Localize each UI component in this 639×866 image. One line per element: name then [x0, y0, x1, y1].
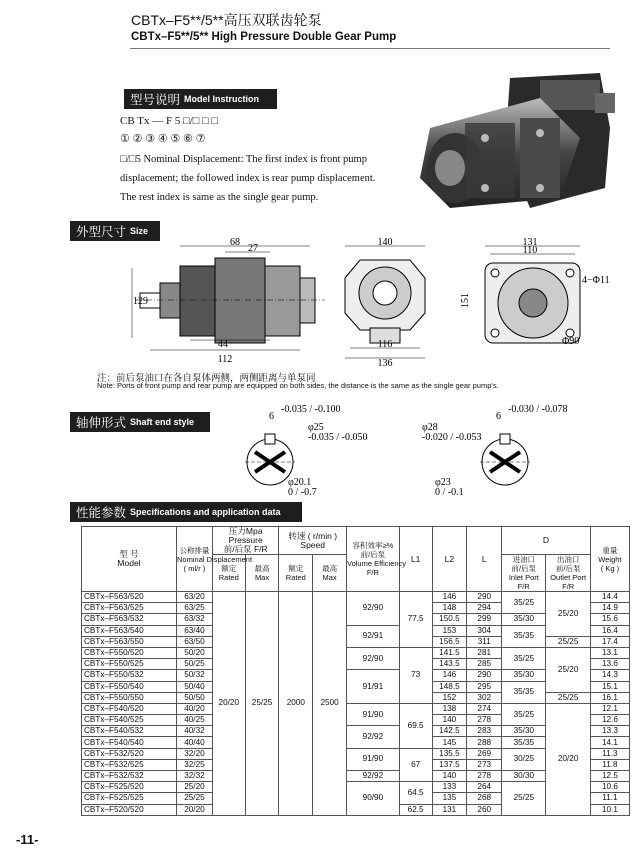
th-pressure: 压力Mpa Pressure 前/后泵 F/R — [212, 527, 279, 555]
table-cell: 146 — [432, 670, 467, 681]
th-speed: 转速 ( r/min ) Speed — [279, 527, 347, 555]
table-cell: 25/25 — [177, 793, 213, 804]
model-code-index: ① ② ③ ④ ⑤ ⑥ ⑦ — [120, 133, 206, 145]
shaft-right-dia-tol: -0.020 / -0.053 — [422, 432, 482, 443]
table-cell: CBTx–F540/525 — [82, 715, 177, 726]
table-cell: 25/20 — [177, 782, 213, 793]
table-cell: 62.5 — [399, 804, 432, 815]
table-cell: 14.4 — [590, 592, 629, 603]
table-cell: CBTx–F550/520 — [82, 647, 177, 658]
table-cell: 278 — [467, 715, 502, 726]
table-cell: 152 — [432, 692, 467, 703]
table-cell: 133 — [432, 782, 467, 793]
spec-table — [81, 526, 630, 816]
table-cell: 156.5 — [432, 636, 467, 647]
table-cell: CBTx–F532/525 — [82, 759, 177, 770]
table-cell: 285 — [467, 659, 502, 670]
th-outlet: 出油口 前/后泵 Outlet Port F/R — [546, 555, 590, 592]
table-cell: 77.5 — [399, 592, 432, 648]
table-cell: 13.1 — [590, 647, 629, 658]
table-cell: 264 — [467, 782, 502, 793]
table-cell: 91/90 — [347, 748, 400, 770]
table-cell: 35/35 — [502, 625, 546, 647]
table-cell: 153 — [432, 625, 467, 636]
table-cell: 50/40 — [177, 681, 213, 692]
th-speed-rated: 额定 Rated — [279, 555, 313, 592]
table-cell: 64.5 — [399, 782, 432, 804]
table-cell: 274 — [467, 703, 502, 714]
th-weight: 重量 Weight ( Kg ) — [590, 527, 629, 592]
shaft-right-key: 6 — [496, 411, 501, 422]
table-cell: 73 — [399, 647, 432, 703]
shaft-left-dia: φ25 — [308, 422, 324, 433]
th-speed-max: 最高 Max — [313, 555, 347, 592]
table-cell: CBTx–F550/532 — [82, 670, 177, 681]
shaft-left-key-tol: -0.035 / -0.100 — [281, 404, 341, 415]
dim-rear-131: 131 — [522, 237, 538, 248]
pump-product-image — [410, 68, 620, 218]
table-cell: 137.5 — [432, 759, 467, 770]
table-cell: 14.3 — [590, 670, 629, 681]
table-cell: 304 — [467, 625, 502, 636]
dim-front-top: 68 — [230, 237, 240, 248]
table-cell: 15.6 — [590, 614, 629, 625]
table-cell: 92/90 — [347, 647, 400, 669]
table-cell: 40/40 — [177, 737, 213, 748]
table-cell: 146 — [432, 592, 467, 603]
table-cell: 69.5 — [399, 703, 432, 748]
th-model: 型 号 Model — [82, 527, 177, 592]
table-cell: 302 — [467, 692, 502, 703]
table-cell: CBTx–F525/525 — [82, 793, 177, 804]
shaft-left-dia-tol: -0.035 / -0.050 — [308, 432, 368, 443]
table-cell: 14.1 — [590, 737, 629, 748]
table-cell: 20/20 — [546, 703, 590, 815]
table-cell: 10.6 — [590, 782, 629, 793]
th-inlet: 进油口 前/后泵 Inlet Port F/R — [502, 555, 546, 592]
table-cell: 281 — [467, 647, 502, 658]
table-cell: 10.1 — [590, 804, 629, 815]
dim-front-l: 112 — [217, 354, 233, 365]
table-cell: CBTx–F550/525 — [82, 659, 177, 670]
table-cell: 40/32 — [177, 726, 213, 737]
th-d: D — [502, 527, 591, 555]
table-cell: 35/30 — [502, 726, 546, 737]
shaft-left-drawing — [225, 402, 375, 497]
dim-side-b1: 116 — [377, 339, 393, 350]
table-cell: 35/30 — [502, 614, 546, 625]
table-cell: 11.3 — [590, 748, 629, 759]
table-row — [82, 703, 630, 714]
rear-view-drawing — [450, 238, 610, 368]
table-cell: CBTx–F525/520 — [82, 782, 177, 793]
model-code-line: CB Tx — F 5 □/□ □ □ — [120, 115, 219, 127]
table-row — [82, 647, 630, 658]
dim-side-b2: 136 — [377, 358, 393, 369]
table-cell: 142.5 — [432, 726, 467, 737]
table-cell: 295 — [467, 681, 502, 692]
table-cell: 25/25 — [546, 636, 590, 647]
table-cell: 63/50 — [177, 636, 213, 647]
table-cell: 278 — [467, 771, 502, 782]
table-cell: 91/90 — [347, 703, 400, 725]
shaft-left-base: φ20.1 — [288, 477, 312, 488]
note-en: Note: Ports of front pump and rear pump are equipped on both sides, the distance is the same as the single gear pump's. — [97, 381, 499, 390]
table-cell: 150.5 — [432, 614, 467, 625]
table-cell: 40/25 — [177, 715, 213, 726]
table-cell: CBTx–F563/540 — [82, 625, 177, 636]
dim-front-v: 129 — [133, 296, 148, 307]
th-l: L — [467, 527, 502, 592]
table-cell: 50/20 — [177, 647, 213, 658]
table-cell: 260 — [467, 804, 502, 815]
table-cell: 2000 — [279, 592, 313, 816]
table-cell: 13.6 — [590, 659, 629, 670]
table-cell: 131 — [432, 804, 467, 815]
table-cell: CBTx–F563/525 — [82, 603, 177, 614]
table-cell: 12.1 — [590, 703, 629, 714]
th-l2: L2 — [432, 527, 467, 592]
table-cell: CBTx–F563/520 — [82, 592, 177, 603]
table-cell: 35/35 — [502, 681, 546, 703]
note-cn: 注：前后泵油口在各自泵体两侧，两侧距离与单泵同 — [97, 373, 316, 384]
table-cell: CBTx–F550/540 — [82, 681, 177, 692]
table-cell: 269 — [467, 748, 502, 759]
header-divider — [130, 48, 610, 49]
table-cell: 11.8 — [590, 759, 629, 770]
table-cell: 63/20 — [177, 592, 213, 603]
table-cell: 145 — [432, 737, 467, 748]
shaft-left-key: 6 — [269, 411, 274, 422]
th-efficiency: 容积效率≥% 前/后泵 Volume Efficiency F/R — [347, 527, 400, 592]
shaft-right-key-tol: -0.030 / -0.078 — [508, 404, 568, 415]
table-cell: 50/25 — [177, 659, 213, 670]
table-cell: 12.6 — [590, 715, 629, 726]
table-cell: CBTx–F550/550 — [82, 692, 177, 703]
table-cell: 63/32 — [177, 614, 213, 625]
table-cell: 30/30 — [502, 771, 546, 782]
table-cell: 92/90 — [347, 592, 400, 626]
th-pressure-max: 最高 Max — [245, 555, 279, 592]
side-view-drawing — [330, 238, 440, 368]
table-cell: 63/25 — [177, 603, 213, 614]
table-cell: 140 — [432, 771, 467, 782]
table-cell: 32/25 — [177, 759, 213, 770]
table-cell: 311 — [467, 636, 502, 647]
dim-rear-110: 110 — [522, 245, 538, 256]
table-cell: 63/40 — [177, 625, 213, 636]
table-cell: 299 — [467, 614, 502, 625]
table-cell: 143.5 — [432, 659, 467, 670]
table-cell: CBTx–F563/550 — [82, 636, 177, 647]
table-cell: 25/25 — [502, 782, 546, 816]
shaft-right-dia: φ28 — [422, 422, 438, 433]
section-shaft: 轴伸形式 Shaft end style — [70, 412, 210, 432]
table-cell: 35/25 — [502, 703, 546, 725]
table-cell: CBTx–F520/520 — [82, 804, 177, 815]
table-cell: 91/91 — [347, 670, 400, 704]
table-cell: 20/20 — [212, 592, 245, 816]
page-number: -11- — [16, 832, 39, 847]
table-cell: 25/25 — [245, 592, 279, 816]
table-cell: 17.4 — [590, 636, 629, 647]
table-cell: 141.5 — [432, 647, 467, 658]
table-cell: 32/32 — [177, 771, 213, 782]
table-cell: 14.9 — [590, 603, 629, 614]
page-title-en: CBTx–F5**/5** High Pressure Double Gear Pump — [131, 31, 397, 43]
page-title-cn: CBTx–F5**/5**高压双联齿轮泵 — [131, 12, 322, 28]
table-cell: 25/20 — [546, 647, 590, 692]
table-cell: 35/35 — [502, 737, 546, 748]
table-cell: 90/90 — [347, 782, 400, 816]
table-cell: 283 — [467, 726, 502, 737]
dim-rear-dia: Φ90 — [562, 336, 580, 347]
section-spec: 性能参数 Specifications and application data — [70, 502, 302, 522]
section-size: 外型尺寸 Size — [70, 221, 160, 241]
table-cell: 135 — [432, 793, 467, 804]
table-cell: CBTx–F540/520 — [82, 703, 177, 714]
section-model-instruction: 型号说明 Model Instruction — [124, 89, 277, 109]
dim-side-top: 140 — [377, 237, 393, 248]
shaft-right-drawing — [420, 402, 568, 498]
table-cell: 35/25 — [502, 647, 546, 669]
table-cell: 290 — [467, 592, 502, 603]
table-cell: 35/25 — [502, 592, 546, 614]
table-cell: 13.3 — [590, 726, 629, 737]
table-cell: CBTx–F540/540 — [82, 737, 177, 748]
th-pressure-rated: 额定 Rated — [212, 555, 245, 592]
table-cell: 12.5 — [590, 771, 629, 782]
model-description: □/□5 Nominal Displacement: The first index is front pump displacement; the followed index is rear pump displacement. The rest index is same as the single gear pump. — [120, 154, 376, 203]
table-cell: 30/25 — [502, 748, 546, 770]
table-cell: 50/50 — [177, 692, 213, 703]
table-cell: 16.1 — [590, 692, 629, 703]
table-cell: 20/20 — [177, 804, 213, 815]
table-cell: 40/20 — [177, 703, 213, 714]
table-cell: 138 — [432, 703, 467, 714]
table-cell: 25/20 — [546, 592, 590, 637]
table-cell: 16.4 — [590, 625, 629, 636]
table-cell: 148.5 — [432, 681, 467, 692]
th-l1: L1 — [399, 527, 432, 592]
table-cell: 92/91 — [347, 625, 400, 647]
dim-front-44: 44 — [218, 339, 228, 350]
table-cell: 273 — [467, 759, 502, 770]
table-cell: 294 — [467, 603, 502, 614]
table-cell: CBTx–F540/532 — [82, 726, 177, 737]
table-cell: CBTx–F563/532 — [82, 614, 177, 625]
table-cell: 288 — [467, 737, 502, 748]
table-cell: 32/20 — [177, 748, 213, 759]
dim-rear-151: 151 — [460, 293, 471, 308]
table-cell: 140 — [432, 715, 467, 726]
table-cell: 15.1 — [590, 681, 629, 692]
table-cell: 67 — [399, 748, 432, 782]
th-displacement: 公称排量 Nominal Displacement ( ml/r ) — [177, 527, 213, 592]
table-cell: CBTx–F532/520 — [82, 748, 177, 759]
dim-front-b: 27 — [248, 243, 258, 254]
shaft-left-base-tol: 0 / -0.7 — [288, 487, 317, 498]
table-cell: 148 — [432, 603, 467, 614]
table-cell: 2500 — [313, 592, 347, 816]
table-cell: 25/25 — [546, 692, 590, 703]
front-view-drawing — [130, 238, 330, 368]
table-cell: 92/92 — [347, 771, 400, 782]
table-cell: 50/32 — [177, 670, 213, 681]
table-cell: 11.1 — [590, 793, 629, 804]
table-cell: 268 — [467, 793, 502, 804]
shaft-right-base-tol: 0 / -0.1 — [435, 487, 464, 498]
table-cell: CBTx–F532/532 — [82, 771, 177, 782]
table-row — [82, 592, 630, 603]
table-cell: 92/92 — [347, 726, 400, 748]
table-cell: 135.5 — [432, 748, 467, 759]
table-cell: 35/30 — [502, 670, 546, 681]
dim-rear-holes: 4−Φ11 — [582, 275, 610, 286]
shaft-right-base: φ23 — [435, 477, 451, 488]
table-cell: 290 — [467, 670, 502, 681]
